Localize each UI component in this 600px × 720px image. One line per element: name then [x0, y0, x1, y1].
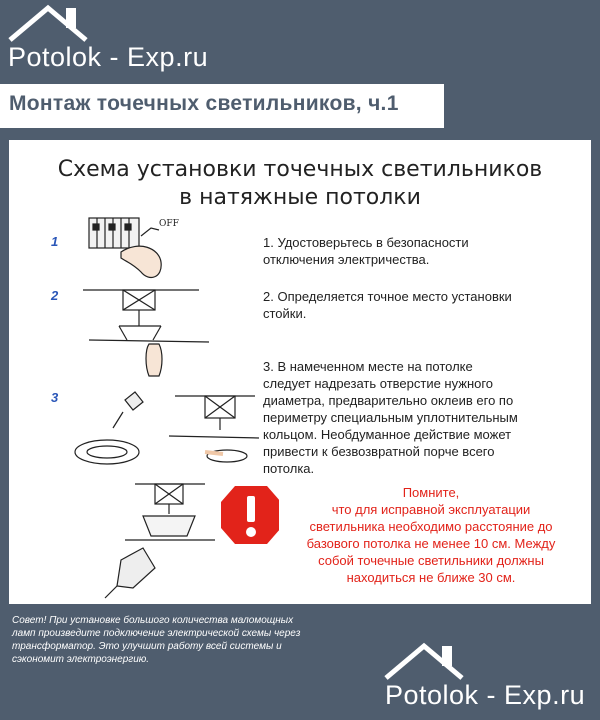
step-marker-1: 1 — [51, 234, 59, 249]
tip-line1: Совет! При установке большого количества маломощных — [12, 615, 294, 626]
brand-name: Potolok - Exp.ru — [8, 42, 209, 72]
brand-name-bottom: Potolok - Exp.ru — [385, 680, 586, 710]
step-3-line3: диаметра, предварительно оклеив его по — [263, 393, 514, 408]
step-1-text — [263, 234, 573, 268]
ring-gluing-illustration — [75, 392, 259, 464]
brand-logo-top[interactable] — [0, 0, 260, 80]
step-marker-2: 2 — [51, 288, 59, 303]
warning-line4: базового потолка не менее 10 см. Между — [306, 536, 556, 551]
step-2-text — [263, 288, 573, 322]
step-3-line6: привести к безвозвратной порче всего — [263, 444, 495, 459]
step-1-line1: 1. Удостоверьтесь в безопасности — [263, 235, 469, 250]
illustrations — [9, 140, 279, 604]
warning-line6: находиться не ближе 30 см. — [346, 570, 516, 585]
step-3-line1: 3. В намеченном месте на потолке — [263, 359, 473, 374]
house-roof-icon — [384, 640, 494, 680]
step-marker-3: 3 — [51, 390, 59, 405]
switch-off-label: OFF — [159, 219, 179, 229]
step-2-line1: 2. Определяется точное место установки — [263, 289, 512, 304]
page-title-bar — [0, 84, 444, 128]
warning-line2: что для исправной эксплуатации — [331, 502, 531, 517]
installation-scheme-panel — [9, 140, 591, 604]
step-3-line5: кольцом. Необдуманное действие может — [263, 427, 512, 442]
tip-line2: ламп произведите подключение электрической схемы через — [12, 628, 301, 639]
house-roof-icon — [8, 2, 118, 42]
warning-line5: собой точечные светильники должны — [318, 553, 544, 568]
tip-line4: сэкономит электроэнергию. — [12, 654, 150, 665]
tip-text — [12, 614, 392, 666]
warning-line1: Помните, — [402, 485, 460, 500]
step-1-line2: отключения электричества. — [263, 252, 430, 267]
warning-line3: светильника необходимо расстояние до — [309, 519, 553, 534]
step-3-line7: потолка. — [263, 461, 315, 476]
tip-line3: трансформатор. Это улучшит работу всей системы и — [12, 641, 282, 652]
page-title: Монтаж точечных светильников, ч.1 — [9, 92, 399, 115]
scheme-title-line1: Схема установки точечных светильников — [57, 157, 543, 182]
step-2-line2: стойки. — [263, 306, 307, 321]
exclamation-icon — [221, 486, 279, 544]
scheme-title-line2: в натяжные потолки — [179, 185, 421, 210]
switch-off-illustration — [89, 218, 161, 277]
lamp-mount-illustration — [105, 484, 215, 598]
step-3-line2: следует надрезать отверстие нужного — [263, 376, 494, 391]
step-3-text — [263, 358, 573, 477]
warning-text — [281, 484, 581, 586]
stand-position-illustration — [83, 290, 209, 376]
step-3-line4: периметру специальным уплотнительным — [263, 410, 518, 425]
